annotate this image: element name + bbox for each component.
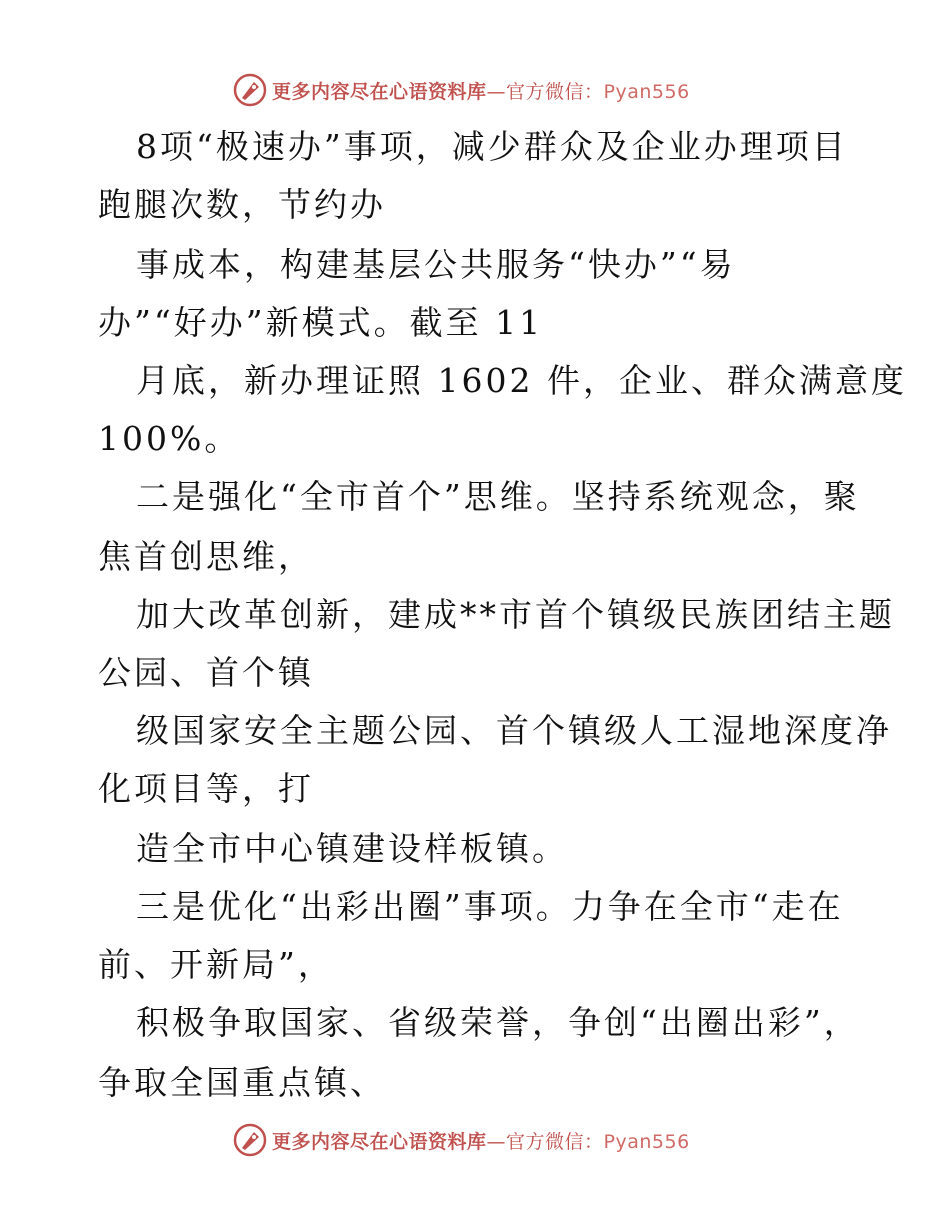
body-line: 加大改革创新，建成**市首个镇级民族团结主题: [136, 595, 895, 634]
body-line: 事成本，构建基层公共服务“快办”“易: [136, 245, 736, 284]
watermark-separator: —: [486, 80, 507, 103]
watermark-brand: 更多内容尽在心语资料库: [272, 80, 487, 103]
footer-watermark: [232, 1122, 690, 1158]
body-line: 级国家安全主题公园、首个镇级人工湿地深度净: [136, 711, 892, 750]
body-line: 造全市中心镇建设样板镇。: [136, 829, 568, 868]
watermark-brand: 更多内容尽在心语资料库: [272, 1130, 487, 1153]
body-line: 三是优化“出彩出圈”事项。力争在全市“走在: [136, 887, 844, 926]
body-line: 月底，新办理证照 1602 件，企业、群众满意度: [136, 361, 907, 400]
watermark-wechat-label: 官方微信：: [506, 1130, 604, 1153]
watermark-wechat-label: 官方微信：: [506, 80, 604, 103]
body-line: 化项目等，打: [98, 769, 314, 808]
body-line: 争取全国重点镇、: [98, 1063, 386, 1102]
watermark-text: [272, 77, 690, 104]
pen-nib-icon: [232, 72, 268, 108]
body-line: 焦首创思维，: [98, 537, 314, 576]
watermark-wechat-id: Pyan556: [603, 80, 690, 103]
body-line: 8项“极速办”事项，减少群众及企业办理项目: [136, 127, 848, 166]
body-line: 跑腿次数，节约办: [98, 185, 386, 224]
body-line: 二是强化“全市首个”思维。坚持系统观念，聚: [136, 477, 860, 516]
pen-nib-icon: [232, 1122, 268, 1158]
header-watermark: [232, 72, 690, 108]
body-line: 积极争取国家、省级荣誉，争创“出圈出彩”，: [136, 1003, 860, 1042]
watermark-wechat-id: Pyan556: [603, 1130, 690, 1153]
body-line: 前、开新局”，: [98, 945, 334, 984]
body-line: 100%。: [98, 419, 241, 458]
watermark-separator: —: [486, 1130, 507, 1153]
watermark-text: [272, 1127, 690, 1154]
body-line: 公园、首个镇: [98, 653, 314, 692]
body-line: 办”“好办”新模式。截至 11: [98, 303, 544, 342]
